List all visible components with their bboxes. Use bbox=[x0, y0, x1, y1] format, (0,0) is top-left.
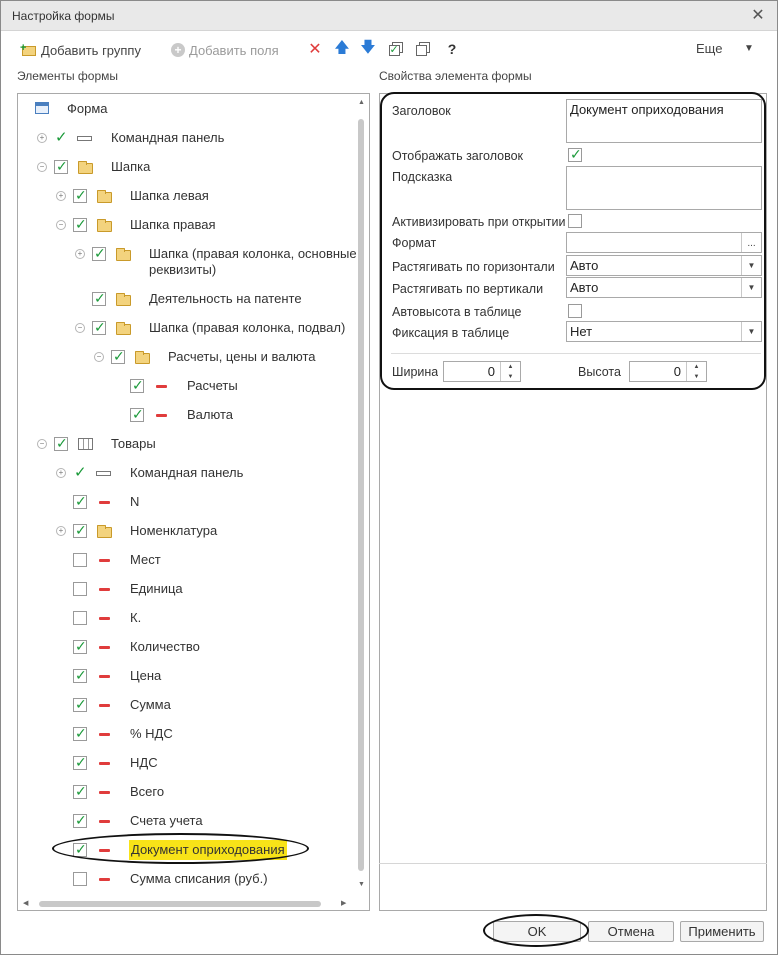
field-icon bbox=[99, 820, 110, 823]
height-value: 0 bbox=[673, 364, 681, 379]
collapse-icon[interactable]: − bbox=[37, 162, 47, 172]
fixation-label: Фиксация в таблице bbox=[392, 326, 510, 340]
chevron-down-icon[interactable]: ▼ bbox=[741, 256, 761, 275]
field-icon bbox=[99, 559, 110, 562]
title-label: Заголовок bbox=[392, 104, 451, 118]
tree-item-label: Счета учета bbox=[130, 813, 203, 828]
delete-icon[interactable]: ✕ bbox=[308, 41, 322, 58]
checkbox[interactable]: ✓ bbox=[94, 290, 106, 306]
collapse-icon[interactable]: − bbox=[37, 439, 47, 449]
tree-item-label: Единица bbox=[130, 581, 183, 596]
toolbar bbox=[1, 37, 777, 63]
expand-icon[interactable]: + bbox=[56, 526, 66, 536]
form-elements-heading: Элементы формы bbox=[17, 69, 119, 83]
autoheight-label: Автовысота в таблице bbox=[392, 305, 522, 319]
stretch-horizontal-label: Растягивать по горизонтали bbox=[392, 260, 555, 274]
field-icon bbox=[99, 878, 110, 881]
height-input[interactable] bbox=[629, 361, 707, 382]
tree-item-label: Товары bbox=[111, 436, 156, 451]
stretch-vertical-value: Авто bbox=[570, 280, 599, 295]
checkbox[interactable]: ✓ bbox=[75, 216, 87, 232]
collapse-icon[interactable]: − bbox=[75, 323, 85, 333]
field-icon bbox=[156, 414, 167, 417]
tree-item-label: Мест bbox=[130, 552, 161, 567]
add-fields-button[interactable] bbox=[171, 39, 279, 61]
checkbox[interactable]: ✓ bbox=[75, 667, 87, 683]
fixation-select[interactable] bbox=[566, 321, 762, 342]
checkbox[interactable] bbox=[73, 553, 87, 567]
width-label: Ширина bbox=[392, 365, 439, 379]
tree-item-label-selected: Документ оприходования bbox=[129, 840, 287, 860]
format-input[interactable] bbox=[566, 232, 762, 253]
more-dropdown-icon[interactable]: ▼ bbox=[744, 43, 754, 54]
field-icon bbox=[99, 617, 110, 620]
tree-item-label: НДС bbox=[130, 755, 158, 770]
hint-input[interactable] bbox=[566, 166, 762, 210]
checkbox[interactable]: ✓ bbox=[56, 158, 68, 174]
folder-icon bbox=[116, 250, 131, 261]
width-value: 0 bbox=[487, 364, 495, 379]
checkbox[interactable]: ✓ bbox=[94, 319, 106, 335]
checkbox[interactable]: ✓ bbox=[56, 435, 68, 451]
width-spinner[interactable] bbox=[500, 362, 520, 381]
tree-item-label: Номенклатура bbox=[130, 523, 218, 538]
more-button[interactable]: Еще bbox=[696, 41, 723, 56]
tree-item-label: Деятельность на патенте bbox=[149, 291, 302, 306]
folder-icon bbox=[78, 163, 93, 174]
spin-down-icon: ▼ bbox=[507, 373, 514, 380]
tree-item-label: Сумма bbox=[130, 697, 171, 712]
format-label: Формат bbox=[392, 236, 437, 250]
stretch-horizontal-value: Авто bbox=[570, 258, 599, 273]
autoheight-checkbox[interactable] bbox=[568, 304, 582, 318]
checkbox[interactable]: ✓ bbox=[75, 493, 87, 509]
help-icon[interactable]: ? bbox=[447, 41, 457, 57]
field-icon bbox=[156, 385, 167, 388]
tree-item-label: Шапка правая bbox=[130, 217, 216, 232]
field-icon bbox=[99, 588, 110, 591]
checkmark-icon[interactable]: ✓ bbox=[55, 129, 68, 146]
checkbox[interactable]: ✓ bbox=[132, 377, 144, 393]
checkbox[interactable]: ✓ bbox=[94, 245, 106, 261]
format-select-button[interactable]: ... bbox=[741, 233, 761, 252]
expand-icon[interactable]: + bbox=[56, 191, 66, 201]
tree-item-label: Валюта bbox=[187, 407, 233, 422]
activate-label: Активизировать при открытии bbox=[392, 215, 566, 229]
fixation-value: Нет bbox=[570, 324, 593, 339]
window-title: Настройка формы bbox=[12, 9, 115, 23]
checkbox[interactable]: ✓ bbox=[75, 696, 87, 712]
field-icon bbox=[99, 646, 110, 649]
checkbox[interactable]: ✓ bbox=[113, 348, 125, 364]
folder-icon bbox=[116, 295, 131, 306]
tree-item-label: Всего bbox=[130, 784, 165, 799]
collapse-icon[interactable]: − bbox=[94, 352, 104, 362]
tree-item-label: Количество bbox=[130, 639, 200, 654]
check-all-icon[interactable]: ✓ bbox=[387, 40, 405, 58]
tree-item-label: Командная панель bbox=[130, 465, 244, 480]
checkbox[interactable] bbox=[73, 611, 87, 625]
expand-icon[interactable]: + bbox=[75, 249, 85, 259]
properties-divider bbox=[379, 863, 767, 864]
form-icon bbox=[35, 102, 49, 114]
command-panel-icon bbox=[77, 136, 92, 141]
horizontal-scrollbar[interactable] bbox=[39, 901, 321, 907]
add-fields-label: Добавить поля bbox=[189, 42, 279, 58]
tree-item-label: Командная панель bbox=[111, 130, 225, 145]
checkbox[interactable] bbox=[73, 582, 87, 596]
tree-item-label: Шапка (правая колонка, подвал) bbox=[149, 320, 346, 335]
close-icon[interactable]: ✕ bbox=[751, 7, 765, 24]
expand-icon[interactable]: + bbox=[56, 468, 66, 478]
tree-item-label: Расчеты bbox=[187, 378, 238, 393]
activate-checkbox[interactable] bbox=[568, 214, 582, 228]
tree-item-label: N bbox=[130, 494, 140, 509]
scroll-up-icon[interactable]: ▲ bbox=[358, 99, 365, 106]
scroll-right-icon[interactable]: ▶ bbox=[341, 900, 347, 907]
tree-item-label-line2: реквизиты) bbox=[149, 262, 217, 277]
command-panel-icon bbox=[96, 471, 111, 476]
scroll-left-icon[interactable]: ◀ bbox=[23, 900, 29, 907]
checkbox[interactable]: ✓ bbox=[75, 638, 87, 654]
tree-item-label: Шапка левая bbox=[130, 188, 209, 203]
add-circle-icon: + bbox=[171, 43, 185, 57]
tree-item-label: Форма bbox=[67, 101, 108, 116]
height-spinner[interactable] bbox=[686, 362, 706, 381]
field-icon bbox=[99, 704, 110, 707]
checkmark-icon[interactable]: ✓ bbox=[74, 464, 87, 481]
title-bar bbox=[1, 1, 777, 31]
field-icon bbox=[99, 849, 110, 852]
title-input[interactable] bbox=[566, 99, 762, 143]
field-icon bbox=[99, 762, 110, 765]
folder-icon bbox=[97, 221, 112, 232]
stretch-vertical-label: Растягивать по вертикали bbox=[392, 282, 544, 296]
cancel-button[interactable]: Отмена bbox=[588, 921, 674, 942]
checkbox[interactable]: ✓ bbox=[75, 187, 87, 203]
vertical-scrollbar[interactable] bbox=[358, 119, 364, 871]
chevron-down-icon[interactable]: ▼ bbox=[741, 278, 761, 297]
form-elements-tree[interactable] bbox=[17, 93, 370, 911]
show-title-checkbox[interactable]: ✓ bbox=[570, 146, 582, 162]
checkbox[interactable]: ✓ bbox=[75, 841, 87, 857]
field-icon bbox=[99, 733, 110, 736]
tree-item-label: % НДС bbox=[130, 726, 173, 741]
scroll-down-icon[interactable]: ▼ bbox=[358, 881, 365, 888]
spin-up-icon: ▲ bbox=[693, 364, 700, 370]
checkbox[interactable]: ✓ bbox=[75, 725, 87, 741]
hint-label: Подсказка bbox=[392, 170, 453, 184]
width-input[interactable] bbox=[443, 361, 521, 382]
tree-item-label: Шапка bbox=[111, 159, 151, 174]
add-group-icon: + bbox=[21, 43, 37, 57]
checkbox[interactable]: ✓ bbox=[132, 406, 144, 422]
element-properties-heading: Свойства элемента формы bbox=[379, 69, 532, 83]
checkbox[interactable]: ✓ bbox=[75, 783, 87, 799]
tree-item-label: К. bbox=[130, 610, 142, 625]
checkbox[interactable]: ✓ bbox=[75, 754, 87, 770]
spin-up-icon: ▲ bbox=[507, 364, 514, 370]
add-group-button[interactable] bbox=[21, 39, 141, 61]
folder-icon bbox=[97, 192, 112, 203]
expand-icon[interactable]: + bbox=[37, 133, 47, 143]
field-icon bbox=[99, 791, 110, 794]
folder-icon bbox=[116, 324, 131, 335]
folder-icon bbox=[97, 527, 112, 538]
move-down-icon[interactable]: 🡇 bbox=[360, 38, 376, 56]
add-group-label: Добавить группу bbox=[41, 42, 141, 58]
field-icon bbox=[99, 501, 110, 504]
checkbox[interactable]: ✓ bbox=[75, 522, 87, 538]
move-up-icon[interactable]: 🡅 bbox=[334, 38, 350, 56]
properties-separator bbox=[391, 353, 761, 354]
field-icon bbox=[99, 675, 110, 678]
tree-item-label: Цена bbox=[130, 668, 162, 683]
spin-down-icon: ▼ bbox=[693, 373, 700, 380]
height-label: Высота bbox=[578, 365, 621, 379]
tree-item-label: Расчеты, цены и валюта bbox=[168, 349, 316, 364]
table-icon bbox=[78, 438, 93, 450]
chevron-down-icon[interactable]: ▼ bbox=[741, 322, 761, 341]
show-title-label: Отображать заголовок bbox=[392, 149, 524, 163]
checkbox[interactable]: ✓ bbox=[75, 812, 87, 828]
title-input-value: Документ оприходования bbox=[570, 102, 724, 117]
checkbox[interactable] bbox=[73, 872, 87, 886]
collapse-icon[interactable]: − bbox=[56, 220, 66, 230]
stretch-horizontal-select[interactable] bbox=[566, 255, 762, 276]
stretch-vertical-select[interactable] bbox=[566, 277, 762, 298]
folder-icon bbox=[135, 353, 150, 364]
ok-button[interactable]: OK bbox=[493, 921, 581, 942]
apply-button[interactable]: Применить bbox=[680, 921, 764, 942]
tree-item-label: Сумма списания (руб.) bbox=[130, 871, 268, 886]
tree-item-label: Шапка (правая колонка, основные bbox=[149, 246, 357, 261]
uncheck-all-icon[interactable] bbox=[414, 40, 432, 58]
